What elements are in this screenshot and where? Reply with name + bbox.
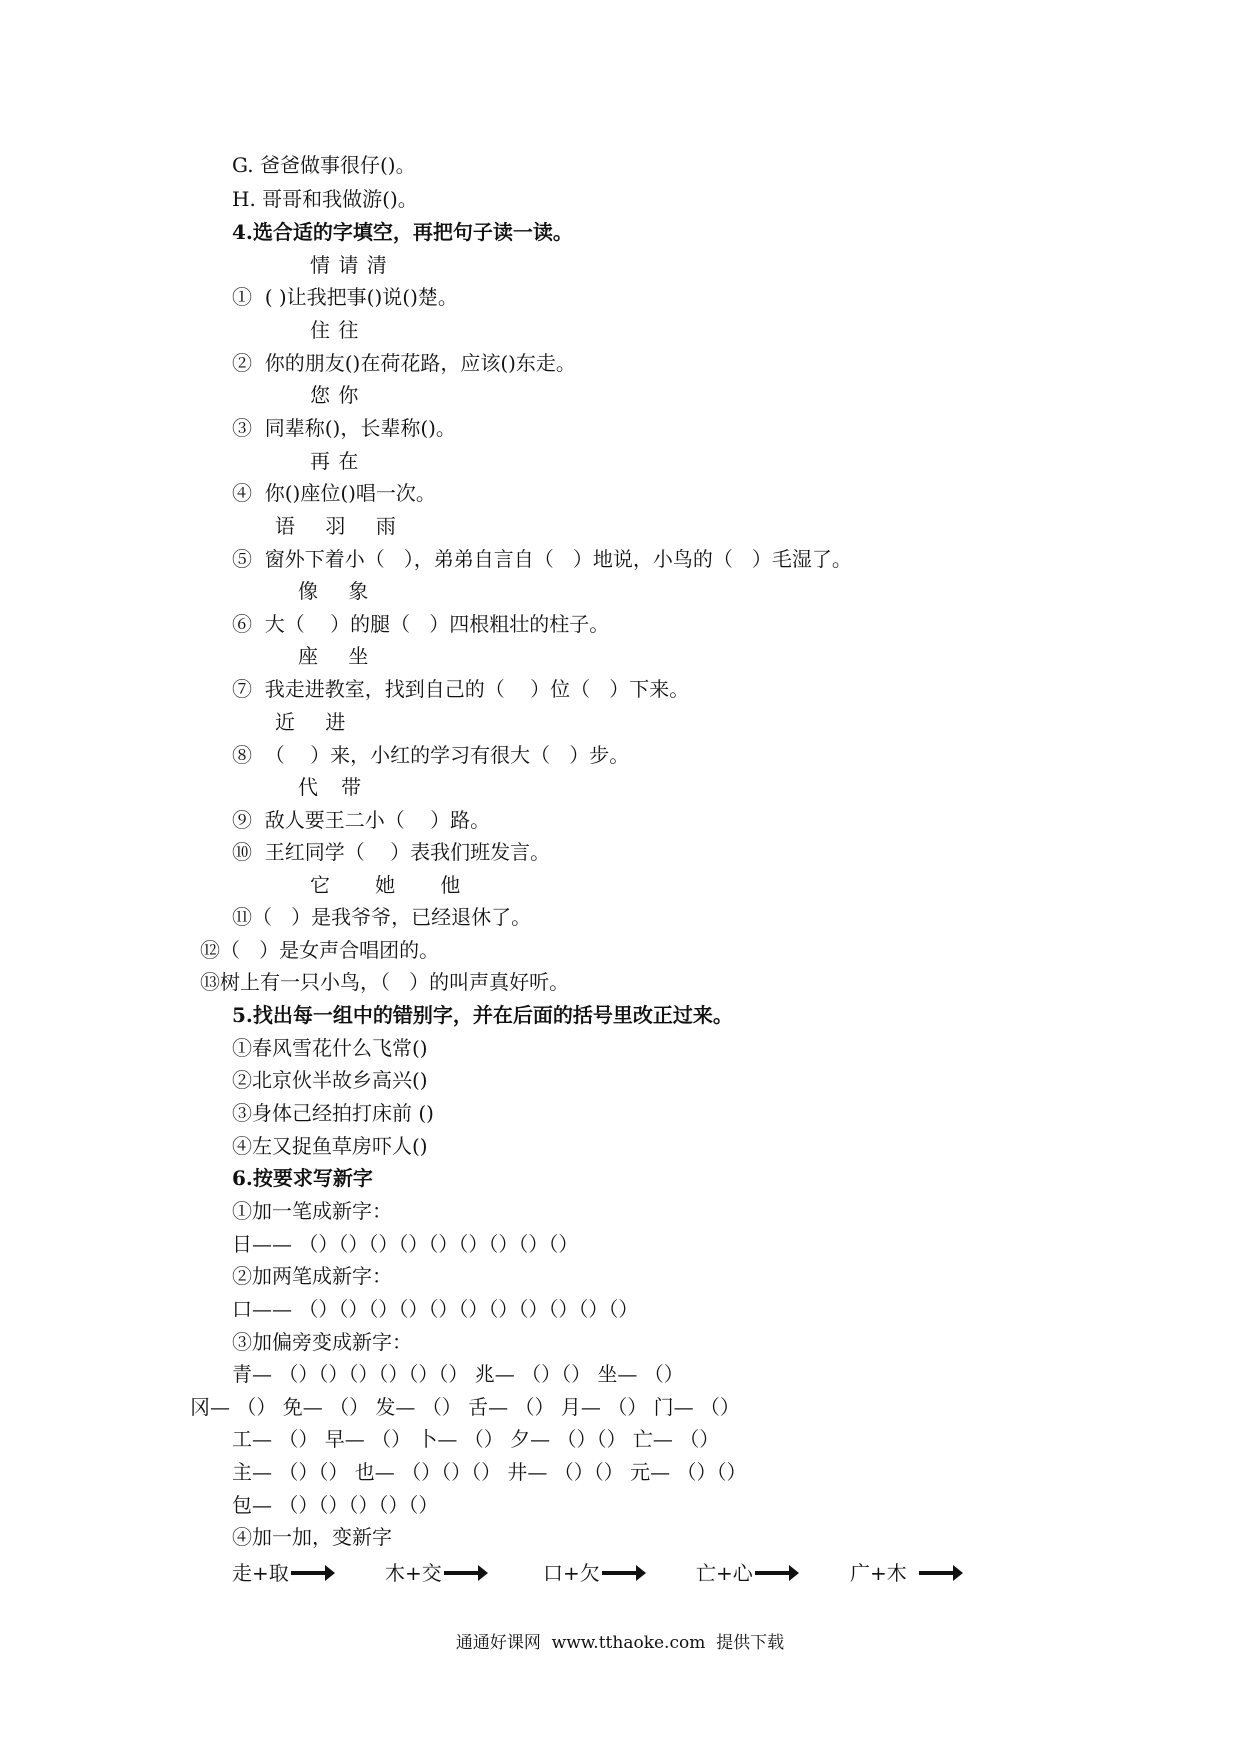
new-char-3-row-e: 包— （）（）（）（）（） xyxy=(232,1493,439,1517)
arrow-icon xyxy=(602,1571,638,1575)
sentence-10: ⑩ 王红同学（ ）表我们班发言。 xyxy=(232,840,551,864)
sentence-1: ① ( )让我把事()说()楚。 xyxy=(232,285,458,309)
new-char-4-label: ④加一加，变新字 xyxy=(232,1525,392,1549)
sentence-12: ⑫（ ）是女声合唱团的。 xyxy=(200,938,440,962)
options-3: 您 你 xyxy=(310,383,360,407)
page-footer: 通通好课网 www.tthaoke.com 提供下载 xyxy=(455,1633,785,1653)
wrong-char-4: ④左又捉鱼草房吓人() xyxy=(232,1134,428,1158)
item-g: G. 爸爸做事很仔()。 xyxy=(232,153,416,177)
options-4: 再 在 xyxy=(310,449,360,473)
combo-text: 口+欠 xyxy=(543,1561,600,1585)
arrow-icon xyxy=(755,1571,791,1575)
sentence-2: ② 你的朋友()在荷花路，应该()东走。 xyxy=(232,351,576,375)
new-char-3-label: ③加偏旁变成新字： xyxy=(232,1330,412,1354)
section-5-title: 5.找出每一组中的错别字，并在后面的括号里改正过来。 xyxy=(232,1003,733,1027)
sentence-3: ③ 同辈称()，长辈称()。 xyxy=(232,416,456,440)
section-4-title: 4.选合适的字填空，再把句子读一读。 xyxy=(232,220,573,244)
sentence-7: ⑦ 我走进教室，找到自己的（ ）位（ ）下来。 xyxy=(232,677,690,701)
new-char-1-label: ①加一笔成新字： xyxy=(232,1199,392,1223)
combo-item xyxy=(232,1560,327,1586)
options-11: 它 她 他 xyxy=(310,873,462,897)
sentence-11: ⑪（ ）是我爷爷，已经退休了。 xyxy=(232,905,532,929)
arrow-icon xyxy=(291,1571,327,1575)
sentence-5: ⑤ 窗外下着小（ ），弟弟自言自（ ）地说，小鸟的（ ）毛湿了。 xyxy=(232,547,852,571)
combo-item xyxy=(543,1560,638,1586)
sentence-6: ⑥ 大（ ）的腿（ ）四根粗壮的柱子。 xyxy=(232,612,610,636)
options-8: 近 进 xyxy=(275,710,347,734)
sentence-9: ⑨ 敌人要王二小（ ）路。 xyxy=(232,808,491,832)
arrow-icon xyxy=(444,1571,480,1575)
section-6-title: 6.按要求写新字 xyxy=(232,1166,373,1190)
new-char-1-row: 日—— （）（）（）（）（）（）（）（）（） xyxy=(232,1232,579,1256)
wrong-char-3: ③身体己经拍打床前 () xyxy=(232,1101,434,1125)
arrow-icon xyxy=(919,1571,955,1575)
combo-text: 亡+心 xyxy=(696,1561,753,1585)
wrong-char-1: ①春风雪花什么飞常() xyxy=(232,1036,428,1060)
new-char-3-row-c: 工— （） 早— （） 卜— （） 夕— （）（） 亡— （） xyxy=(232,1427,720,1451)
new-char-3-row-a: 青— （）（）（）（）（）（） 兆— （）（） 坐— （） xyxy=(232,1362,684,1386)
options-7: 座 坐 xyxy=(298,644,370,668)
combo-item xyxy=(696,1560,791,1586)
new-char-2-row: 口—— （）（）（）（）（）（）（）（）（）（）（） xyxy=(232,1297,639,1321)
wrong-char-2: ②北京伙半故乡高兴() xyxy=(232,1068,428,1092)
options-2: 住 往 xyxy=(310,318,360,342)
combo-text: 广+木 xyxy=(850,1561,907,1585)
combo-item xyxy=(385,1560,480,1586)
combo-text: 木+交 xyxy=(385,1561,442,1585)
options-1: 情 请 清 xyxy=(310,253,388,277)
sentence-13: ⑬树上有一只小鸟，（ ）的叫声真好听。 xyxy=(200,970,570,994)
options-9: 代 带 xyxy=(298,775,363,799)
combo-item xyxy=(850,1560,955,1586)
sentence-4: ④ 你()座位()唱一次。 xyxy=(232,481,436,505)
options-5: 语 羽 雨 xyxy=(275,514,397,538)
sentence-8: ⑧ （ ）来，小红的学习有很大（ ）步。 xyxy=(232,743,630,767)
item-h: H. 哥哥和我做游()。 xyxy=(232,187,418,211)
new-char-3-row-b: 冈— （） 免— （） 发— （） 舌— （） 月— （） 门— （） xyxy=(190,1395,740,1419)
combo-text: 走+取 xyxy=(232,1561,289,1585)
new-char-3-row-d: 主— （）（） 也— （）（）（） 井— （）（） 元— （）（） xyxy=(232,1460,747,1484)
options-6: 像 象 xyxy=(298,579,370,603)
new-char-2-label: ②加两笔成新字： xyxy=(232,1264,392,1288)
